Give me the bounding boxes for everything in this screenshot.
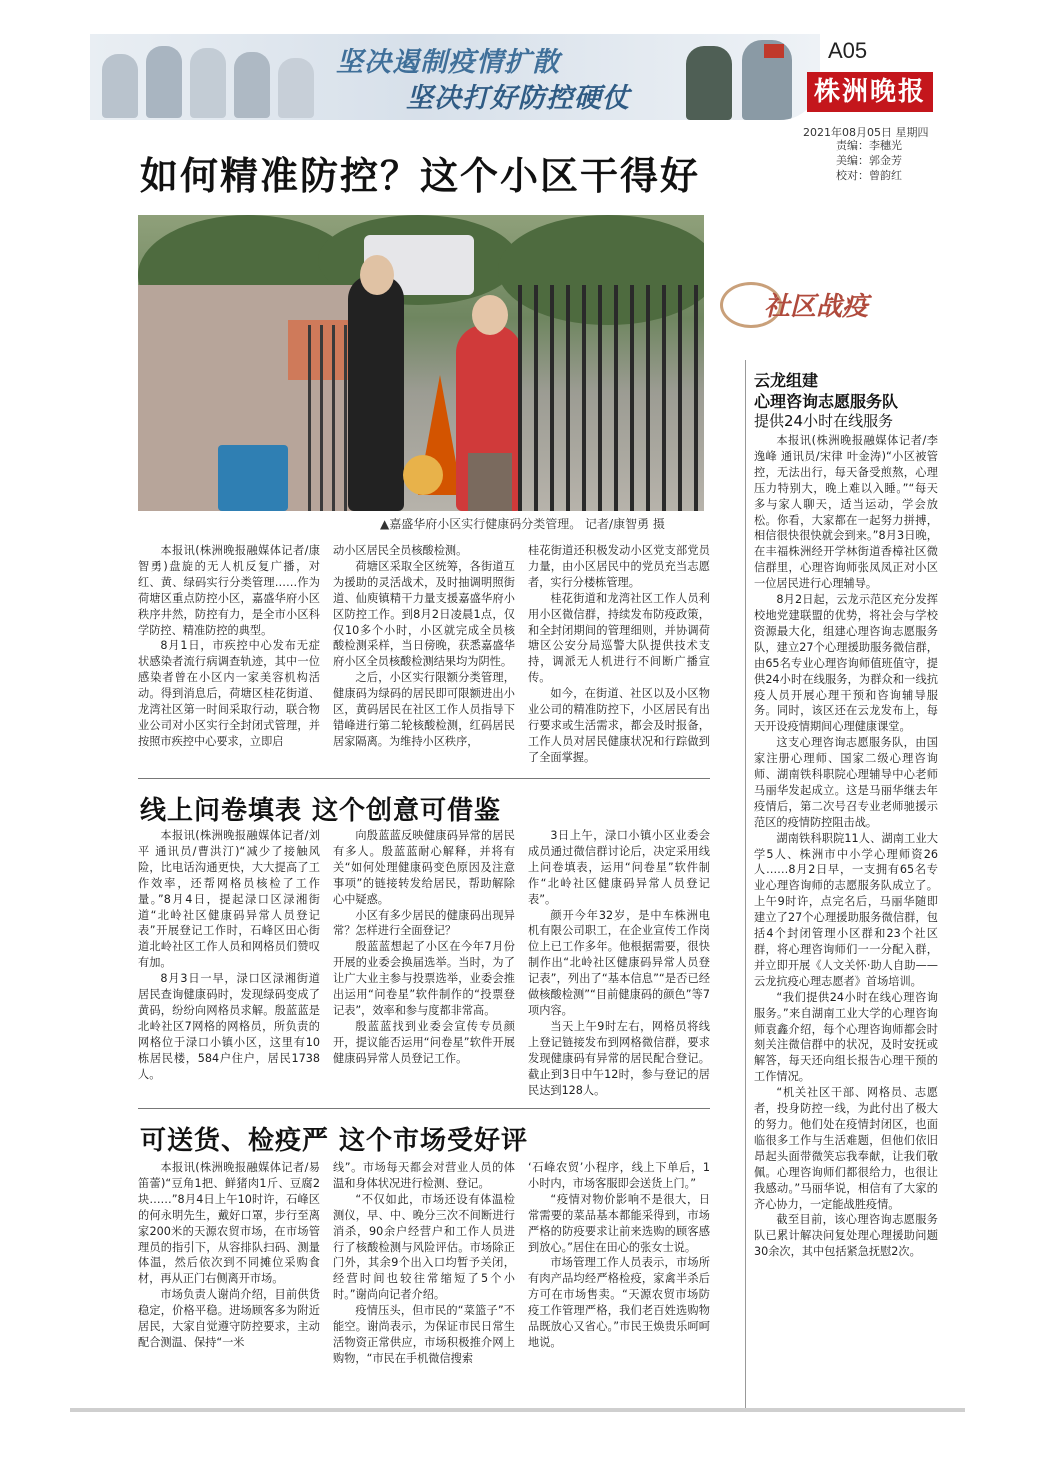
- community-fight-epidemic-tag: [720, 280, 938, 326]
- designer: 美编：郭金芳: [836, 154, 902, 167]
- banner-figures-illustration: [102, 42, 312, 118]
- top-banner: [90, 34, 820, 120]
- divider: [138, 778, 710, 779]
- article1-column-2: 动小区居民全员核酸检测。 荷塘区采取全区统筹，各街道互为援助的灵活战术，及时抽调明照街道、仙庾镇精干力量支援嘉盛华府小区防控工作。到8月2日凌晨1点，仅仅10多个小时，小区就完成全员核酸检测采样，当日傍晚，获悉嘉盛华府小区全员核酸检测结果均为阴性。 之后，小区实行限额分类管理，健康码为绿码的居民即可限额进出小区，黄码居民在社区工作人员指导下错峰进行第二轮核酸检测，红码居民居家隔离。为维持小区秩序，: [333, 544, 515, 748]
- tag-label: 社区战疫: [764, 292, 869, 322]
- banner-slogan-1: 坚决遏制疫情扩散: [336, 47, 560, 78]
- article3-column-3: ‘石峰农贸’小程序，线上下单后，1小时内，市场客服即会送货上门。” “疫情对物价影响不是很大，日常需要的菜品基本都能采得到，市场严格的防疫要求让前来选购的顾客感到放心。”居住在田心的张女士说。 市场管理工作人员表示，市场所有肉产品均经严格检疫，家禽半杀后方可在市场售卖。“天源农贸市场防疫工作管理严格，我们老百姓选购物品既放心又省心。”市民王焕贵乐呵呵地说。: [528, 1161, 710, 1349]
- photo-caption: ▲嘉盛华府小区实行健康码分类管理。 记者/康智勇 摄: [380, 517, 665, 531]
- article2-headline: 线上问卷填表 这个创意可借鉴: [140, 796, 502, 826]
- sidebar-article-body: 本报讯(株洲晚报融媒体记者/李逸峰 通讯员/宋律 叶金涛)“小区被管控，无法出行，每天备受煎熬，心理压力特别大，晚上难以入睡。”“每天多与家人聊天，适当运动，学会放松。你看，大家都在一起努力拼搏，相信很快很快就会到来。”8月3日晚，在丰福株洲经开学林街道香樟社区微信群里，心理咨询师张凤凤正对小区一位居民进行心理辅导。 8月2日起，云龙示范区充分发挥校地党建联盟的优势，将社会与学校资源最大化，组建心理咨询志愿服务队，建立27个心理援助服务微信群，由65名专业心理咨询师值班值守，提供24小时在线服务，为群众和一线抗疫人员开展心理干预和咨询辅导服务。同时，该区还在云龙发布上，每天开设疫情期间心理健康课堂。 这支心理咨询志愿服务队，由国家注册心理师、国家二级心理咨询师、湖南铁科职院心理辅导中心老师马丽华发起成立。这是马丽华继去年疫情后，第二次号召专业老师驰援示范区的疫情防控阻击战。 湖南铁科职院11人、湖南工业大学5人、株洲市中小学心理师资26人……8月2日早，一支拥有65名专业心理咨询师的志愿服务队成立了。上午9时许，点完名后，马丽华随即建立了27个心理援助服务微信群，包括4个封闭管理小区群和23个社区群，将心理咨询师们一一分配入群，并立即开展《人文关怀·助人自助——云龙抗疫心理志愿者》首场培训。 “我们提供24小时在线心理咨询服务。”来自湖南工业大学的心理咨询师袁鑫介绍，每个心理咨询师都会时刻关注微信群中的状况，及时安抚或解答，每天还向组长报告心理干预的工作情况。 “机关社区干部、网格员、志愿者，投身防控一线，为此付出了极大的努力。他们处在疫情封闭区，也面临很多工作与生活难题，但他们依旧昂起头面带微笑忘我奉献，让我们敬佩。心理咨询师们都很给力，也很让我感动。”马丽华说，相信有了大家的齐心协力，一定能战胜疫情。 截至目前，该心理咨询志愿服务队已累计解决问复处理心理援助问题30余次，其中包括紧急抚慰2次。: [754, 434, 938, 1259]
- article3-column-2: 线”。市场每天都会对营业人员的体温和身体状况进行检测、登记。 “不仅如此，市场还设有体温检测仪，早、中、晚分三次不间断进行消杀，90余户经营户和工作人员进行了核酸检测与风险评估。市场除正门外，其余9个出入口均暂予关闭，经营时间也较往常缩短了5个小时。”谢尚向记者介绍。 疫情压头，但市民的“菜篮子”不能空。谢尚表示，为保证市民日常生活物资正常供应，市场积极推介网上购物，“市民在手机微信搜索: [333, 1161, 515, 1365]
- sidebar-headline-2: 心理咨询志愿服务队: [754, 392, 899, 411]
- article1-column-1: 本报讯(株洲晚报融媒体记者/康智勇)盘旋的无人机反复广播，对红、黄、绿码实行分类管理……作为荷塘区重点防控小区，嘉盛华府小区秩序井然，防控有力，是全市小区科学防控、精准防控的典型。 8月1日，市疾控中心发布无症状感染者流行病调查轨迹，其中一位感染者曾在小区内一家美容机构活动。得到消息后，荷塘区桂花街道、龙湾社区第一时间采取行动，联合物业公司对小区实行全封闭式管理，并按照市疾控中心要求，立即启: [138, 544, 320, 748]
- article2-column-2: 向殷蓝蓝反映健康码异常的居民有多人。殷蓝蓝耐心解释，并将有关“如何处理健康码变色原因及注意事项”的链接转发给居民，帮助解除心中疑惑。 小区有多少居民的健康码出现异常？怎样进行全面登记？ 殷蓝蓝想起了小区在今年7月份开展的业委会换届选举。当时，为了让广大业主参与投票选举，业委会推出运用“问卷星”软件制作的“投票登记表”，效率和参与度都非常高。 殷蓝蓝找到业委会宣传专员颜开，提议能否运用“问卷星”软件开展健康码异常人员登记工作。: [333, 829, 515, 1065]
- article2-column-1: 本报讯(株洲晚报融媒体记者/刘平 通讯员/曹洪汀)“减少了接触风险，比电话沟通更快，大大提高了工作效率，还帮网格员核检了工作量。”8月4日，提起渌口区渌湘街道“北岭社区健康码异常人员登记表”开展登记工作时，石峰区田心街道北岭社区工作人员和网格员们赞叹有加。 8月3日一早，渌口区渌湘街道居民查询健康码时，发现绿码变成了黄码，纷纷向网格员求解。殷蓝蓝是北岭社区7网格的网格员，所负责的网格位于渌口小镇小区，这里有10栋居民楼，584户住户，居民1738人。: [138, 829, 320, 1081]
- column-divider: [745, 360, 746, 1410]
- banner-guards-illustration: [686, 38, 806, 120]
- sidebar-subheadline: 提供24小时在线服务: [754, 412, 894, 430]
- proofreader: 校对：曾韵红: [836, 169, 902, 182]
- footer-rule: [70, 1408, 965, 1412]
- editor-credits: [836, 138, 902, 183]
- article3-column-1: 本报讯(株洲晚报融媒体记者/易笛蕾)“豆角1把、鲜猪肉1斤、豆腐2块……”8月4日上午10时许，石峰区的何永明先生，戴好口罩，步行至离家200米的天源农贸市场，在市场管理员的指引下，从容排队扫码、测量体温，然后依次到不同摊位采购食材，再从正门右侧离开市场。 市场负责人谢尚介绍，目前供货稳定，价格平稳。进场顾客多为附近居民，大家自觉遵守防控要求，主动配合测温、保持“一米: [138, 1161, 320, 1349]
- article2-column-3: 3日上午，渌口小镇小区业委会成员通过微信群讨论后，决定采用线上问卷填表，运用“问卷星”软件制作“北岭社区健康码异常人员登记表”。 颜开今年32岁，是中车株洲电机有限公司职工，在企业宣传工作岗位上已工作多年。他根据需要，很快制作出“北岭社区健康码异常人员登记表”，列出了“基本信息”“是否已经做核酸检测”“目前健康码的颜色”等7项内容。 当天上午9时左右，网格员将线上登记链接发布到网格微信群，要求发现健康码有异常的居民配合登记。截止到3日中午12时，参与登记的居民达到128人。: [528, 829, 710, 1097]
- news-photo: [138, 215, 704, 511]
- masthead-logo: 株洲晚报: [807, 72, 933, 112]
- page-number: A05: [828, 38, 868, 63]
- divider: [138, 1108, 710, 1109]
- editor: 责编：李穗光: [836, 139, 902, 152]
- banner-slogan-2: 坚决打好防控硬仗: [406, 83, 630, 114]
- sidebar-headline-1: 云龙组建: [754, 371, 819, 390]
- article1-column-3: 桂花街道还积极发动小区党支部党员力量，由小区居民中的党员充当志愿者，实行分楼栋管理。 桂花街道和龙湾社区工作人员利用小区微信群，持续发布防疫政策，和全封闭期间的管理细则，并协调荷塘区公安分局巡警大队提供技术支持，调派无人机进行不间断广播宣传。 如今，在街道、社区以及小区物业公司的精准防控下，小区居民有出行要求或生活需求，都会及时报备，工作人员对居民健康状况和行踪做到了全面掌握。: [528, 544, 710, 764]
- main-headline: 如何精准防控？这个小区干得好: [140, 154, 701, 198]
- article3-headline: 可送货、检疫严 这个市场受好评: [140, 1126, 529, 1156]
- issue-date: 2021年08月05日 星期四: [803, 126, 929, 139]
